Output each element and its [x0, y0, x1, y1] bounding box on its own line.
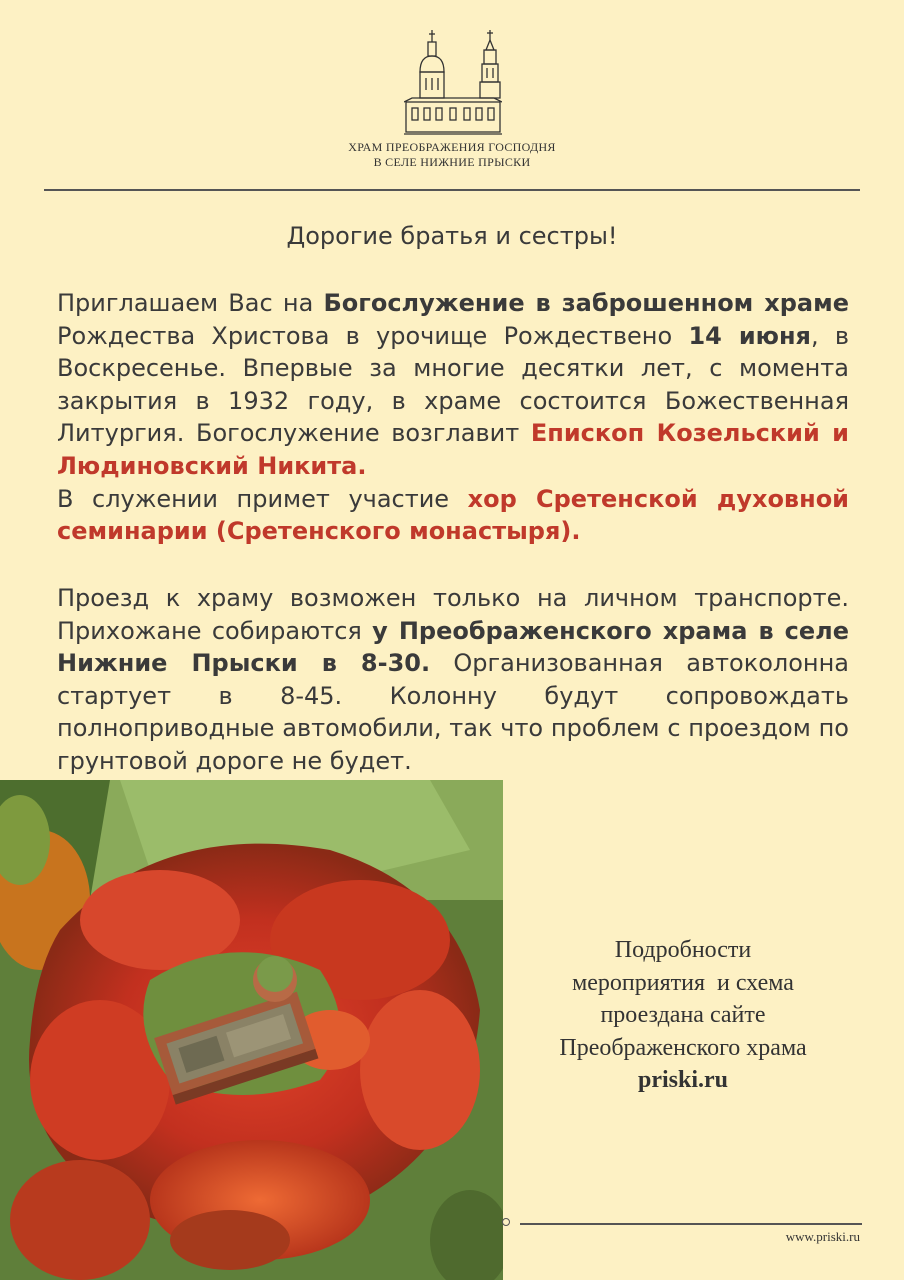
para1-red-choir: хор Сретенской духовной семинарии (Сретенского монастыря). — [57, 484, 850, 546]
para1-text-3: , в Воскресенье. Впервые за многие десятки лет, с момента закрытия в 1932 году, в храме состоится Божественная Литургия. Богослужение возглавит — [57, 321, 849, 448]
details-line1: Подробности — [614, 937, 752, 963]
para1-red-bishop: Епископ Козельский и Людиновский Никита. — [57, 419, 849, 480]
details-note — [500, 934, 866, 1097]
church-icon — [404, 28, 502, 138]
org-name-line2: В СЕЛЕ НИЖНИЕ ПРЫСКИ — [373, 155, 531, 169]
header-divider — [44, 189, 860, 191]
footer-url-link[interactable]: www.priski.ru — [785, 1229, 860, 1244]
details-line4: Преображенского храма — [559, 1034, 807, 1061]
details-line3: проездана сайте — [600, 1002, 766, 1028]
website-link[interactable]: priski.ru — [637, 1067, 729, 1093]
greeting: Дорогие братья и сестры! — [286, 222, 618, 250]
aerial-church-photo — [0, 780, 503, 1280]
para1-text-1: Приглашаем Вас на — [57, 289, 324, 317]
invitation-paragraph — [57, 287, 849, 548]
para2-text-2: Организованная автоколонна стартует в 8-45. Колонну будут сопровождать полноприводные автомобили, так что проблем с проездом по грунтовой дороге не будет. — [57, 649, 849, 775]
para1-bold-date: 14 июня — [688, 321, 811, 350]
para1-text-4: В служении примет участие — [57, 484, 468, 513]
para1-text-2: Рождества Христова в урочище Рождествено — [57, 321, 689, 350]
footer-divider-ornament — [502, 1218, 510, 1226]
para2-bold-meeting: у Преображенского храма в селе Нижние Прыски в 8-30. — [57, 616, 849, 678]
para1-bold-service: Богослужение в заброшенном храме — [323, 289, 849, 317]
details-line2: мероприятия и схема — [572, 969, 794, 996]
para2-text-1: Проезд к храму возможен только на личном транспорте. Прихожане собираются — [57, 584, 849, 645]
footer-divider — [520, 1223, 862, 1225]
travel-paragraph — [57, 582, 849, 778]
org-name-line1: ХРАМ ПРЕОБРАЖЕНИЯ ГОСПОДНЯ — [348, 140, 556, 154]
